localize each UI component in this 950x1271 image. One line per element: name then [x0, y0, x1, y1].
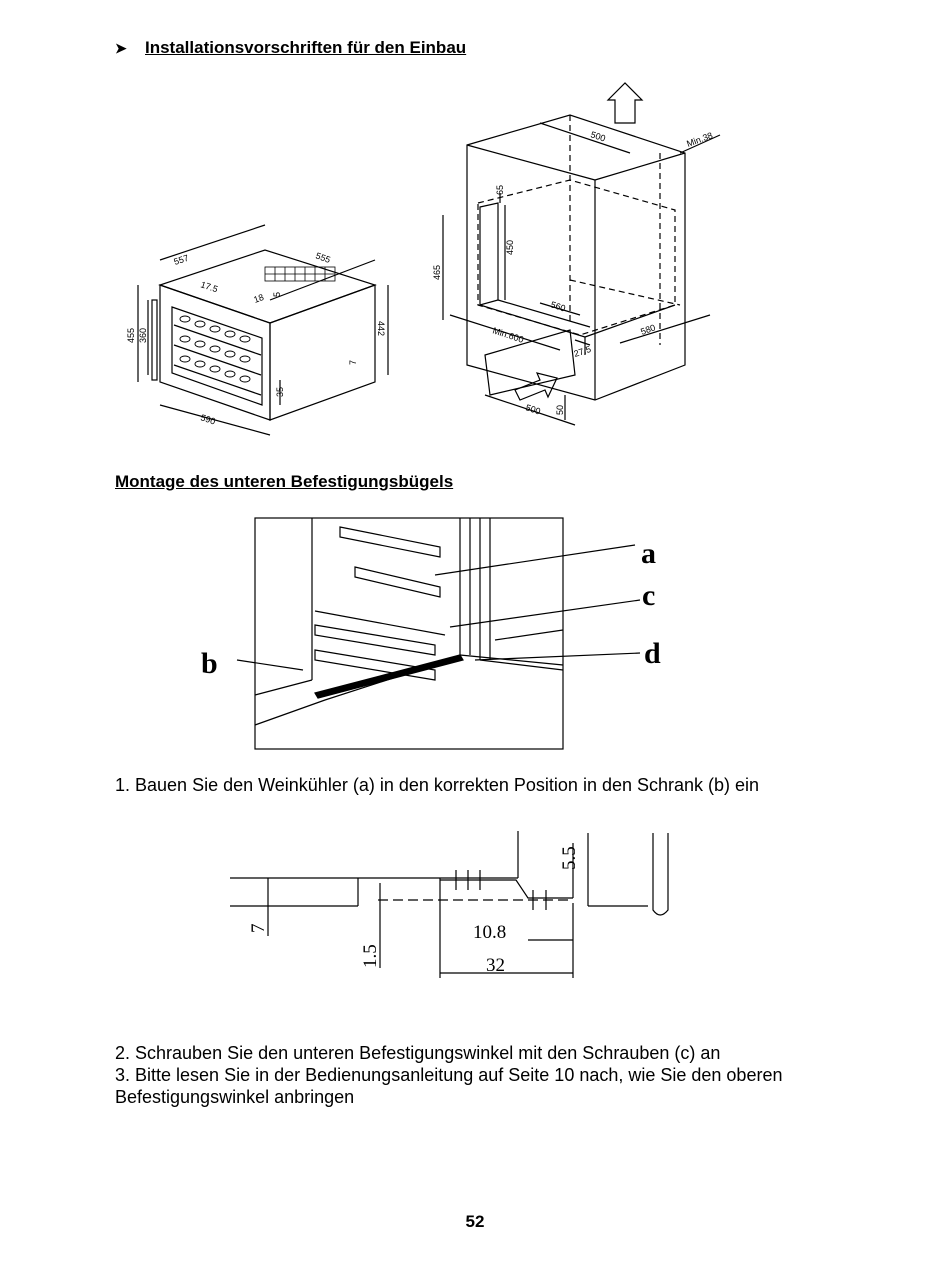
dim-455: 455 — [126, 327, 136, 343]
dim-590: 590 — [199, 412, 217, 427]
dim-580: 580 — [639, 322, 657, 337]
dim-555: 555 — [314, 250, 332, 266]
dim-500-top: 500 — [589, 129, 607, 144]
installation-diagram — [120, 75, 740, 440]
section-heading-mounting: Montage des unteren Befestigungsbügels — [115, 472, 454, 491]
dim-560: 560 — [549, 299, 567, 314]
dim-27-5: 27.5 — [572, 343, 593, 359]
heading-installation-text: Installationsvorschriften für den Einbau — [145, 38, 467, 57]
dim-450: 450 — [505, 239, 515, 255]
dim-10-8: 10.8 — [473, 922, 507, 943]
cooler-side-face — [270, 285, 375, 420]
dim-1-5: 1.5 — [360, 944, 381, 968]
dim-5: 5 — [272, 291, 282, 297]
steps-block — [115, 1042, 855, 1108]
bracket-mounting-diagram — [195, 515, 675, 755]
dim-5-5: 5.5 — [559, 846, 580, 870]
dim-18: 18 — [252, 292, 266, 305]
section-heading-installation — [115, 38, 466, 58]
dim-465: 465 — [432, 264, 442, 280]
page-number: 52 — [465, 1212, 485, 1231]
dim-min-600: Min.600 — [491, 325, 525, 345]
dim-min-38: Min.38 — [685, 130, 715, 149]
dim-442: 442 — [376, 321, 386, 337]
air-inlet-arrow-icon — [515, 373, 557, 400]
step-3-text: 3. Bitte lesen Sie in der Bedienungsanleitung auf Seite 10 nach, wie Sie den oberen Befestigungswinkel anbringen — [115, 1065, 783, 1107]
step-2-text: 2. Schrauben Sie den unteren Befestigungswinkel mit den Schrauben (c) an — [115, 1043, 721, 1063]
air-outlet-arrow-icon — [608, 83, 642, 123]
dim-500-bottom: 500 — [524, 402, 542, 417]
bullet-arrow-icon: ➤ — [115, 40, 127, 56]
label-c: c — [642, 579, 656, 612]
dim-65: 65 — [495, 184, 505, 195]
bracket-detail-diagram — [228, 828, 688, 988]
dim-32: 32 — [486, 955, 505, 976]
dim-7: 7 — [248, 923, 269, 933]
dim-360: 360 — [138, 327, 148, 343]
dim-557: 557 — [172, 252, 190, 267]
dim-17-5: 17.5 — [199, 279, 220, 295]
label-d: d — [644, 637, 661, 670]
dim-7: 7 — [348, 359, 358, 365]
dim-50: 50 — [555, 404, 565, 415]
cooler-top-face — [160, 250, 375, 323]
label-a: a — [641, 537, 656, 570]
dim-35: 35 — [275, 386, 285, 397]
step-1-text: 1. Bauen Sie den Weinkühler (a) in den korrekten Position in den Schrank (b) ein — [115, 775, 760, 795]
label-b: b — [201, 647, 218, 680]
